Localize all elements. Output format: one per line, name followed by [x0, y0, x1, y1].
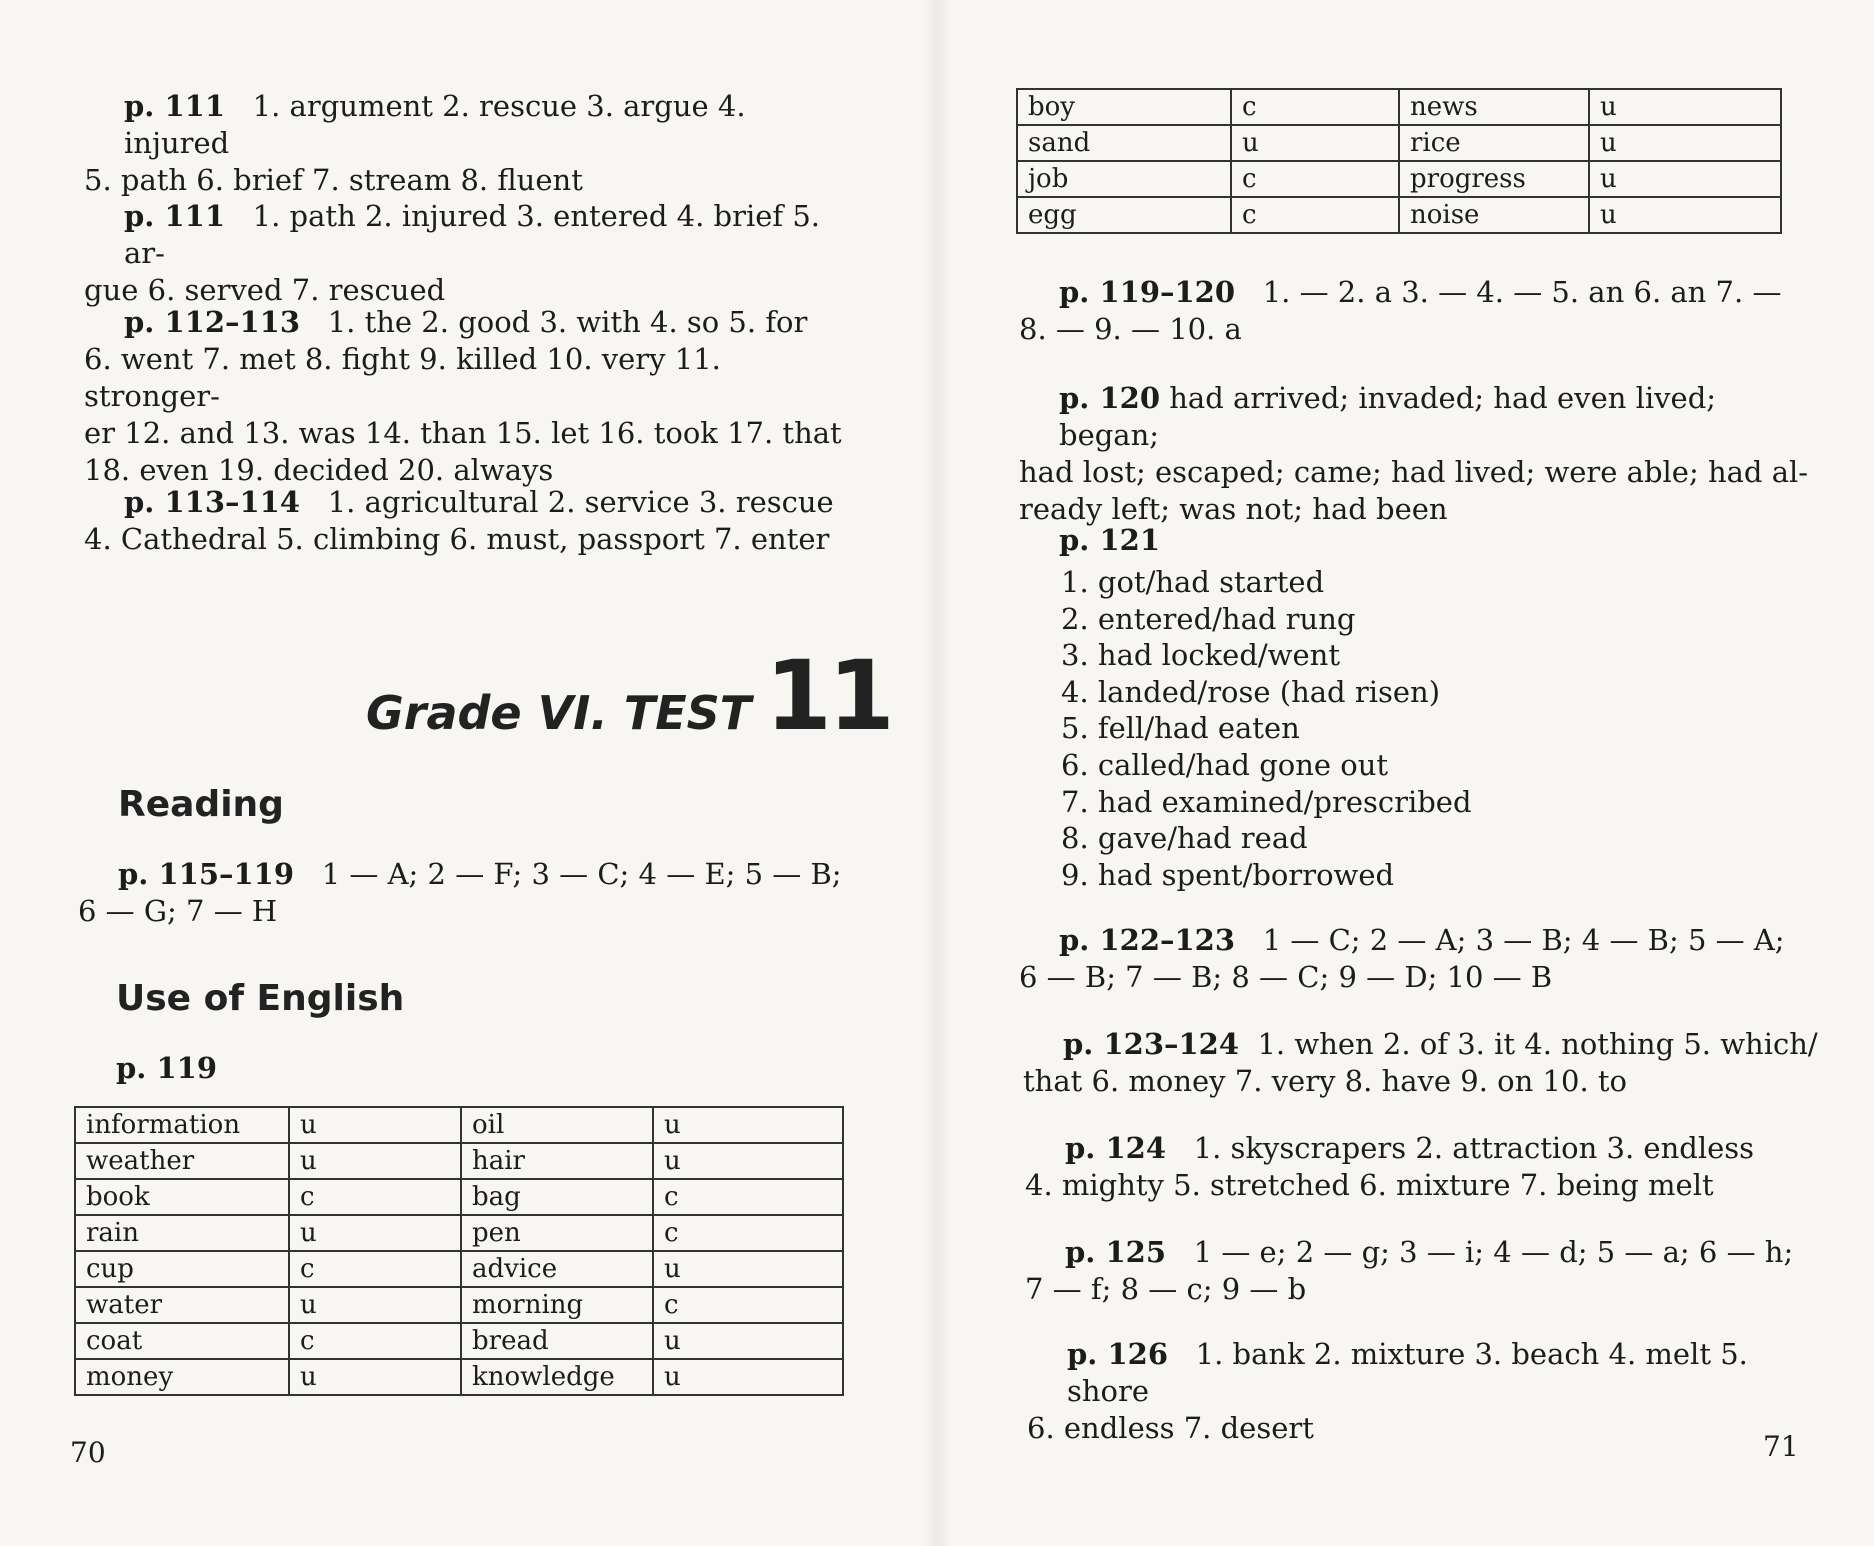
- page-number: 71: [1763, 1430, 1799, 1463]
- table-cell: progress: [1399, 161, 1589, 197]
- page-ref: p. 124: [1065, 1131, 1167, 1165]
- answer-block-p119: [1019, 274, 1819, 348]
- table-row: [1017, 125, 1781, 161]
- table-cell: c: [653, 1179, 843, 1215]
- page-ref: p. 125: [1065, 1235, 1167, 1269]
- page-ref: p. 120: [1059, 381, 1161, 415]
- page-ref: p. 126: [1067, 1337, 1169, 1371]
- list-item: 8. gave/had read: [1061, 821, 1308, 856]
- answer-line: 1 — e; 2 — g; 3 — i; 4 — d; 5 — a; 6 — h;: [1193, 1235, 1794, 1269]
- test-title-word: Grade VI. TEST: [366, 686, 752, 740]
- list-item: 5. fell/had eaten: [1061, 711, 1300, 746]
- list-item: 9. had spent/borrowed: [1061, 857, 1395, 892]
- answer-line: 1 — C; 2 — A; 3 — B; 4 — B; 5 — A;: [1262, 923, 1785, 957]
- countable-table-right: [1016, 88, 1782, 234]
- table-cell: news: [1399, 89, 1589, 125]
- table-cell: u: [289, 1107, 461, 1143]
- page-ref: p. 111: [124, 89, 226, 123]
- page-ref: p. 111: [124, 199, 226, 233]
- table-cell: advice: [461, 1251, 653, 1287]
- answer-block-p112: [84, 304, 854, 489]
- table-cell: u: [289, 1359, 461, 1395]
- table-cell: u: [653, 1359, 843, 1395]
- answer-block-p113: [84, 484, 854, 558]
- table-ref: [116, 1050, 217, 1087]
- answer-line: had arrived; invaded; had even lived; began;: [1059, 381, 1717, 452]
- page-ref: p. 113–114: [124, 485, 301, 519]
- answer-line: 8. — 9. — 10. a: [1019, 312, 1242, 346]
- table-cell: c: [1231, 197, 1399, 233]
- table-cell: book: [75, 1179, 289, 1215]
- table-row: [75, 1215, 843, 1251]
- answer-line: 6. went 7. met 8. fight 9. killed 10. very 11. stronger-: [84, 342, 721, 413]
- table-row: [75, 1251, 843, 1287]
- reading-heading: Reading: [118, 784, 284, 825]
- table-cell: sand: [1017, 125, 1231, 161]
- table-cell: weather: [75, 1143, 289, 1179]
- table-cell: u: [1589, 197, 1781, 233]
- page-ref: p. 122–123: [1059, 923, 1236, 957]
- table-cell: u: [653, 1107, 843, 1143]
- list-item: 1. got/had started: [1061, 565, 1325, 599]
- answer-line: 1. the 2. good 3. with 4. so 5. for: [327, 305, 808, 339]
- answer-block-p111a: [84, 88, 854, 199]
- table-cell: rain: [75, 1215, 289, 1251]
- table-cell: u: [1231, 125, 1399, 161]
- page-ref: p. 112–113: [124, 305, 301, 339]
- table-cell: pen: [461, 1215, 653, 1251]
- table-cell: c: [653, 1287, 843, 1323]
- table-cell: morning: [461, 1287, 653, 1323]
- page-number: 70: [70, 1436, 106, 1469]
- list-item: 3. had locked/went: [1061, 638, 1340, 673]
- table-row: [1017, 161, 1781, 197]
- table-cell: noise: [1399, 197, 1589, 233]
- answer-line: ready left; was not; had been: [1019, 492, 1448, 526]
- table-cell: hair: [461, 1143, 653, 1179]
- table-cell: c: [289, 1251, 461, 1287]
- table-cell: c: [289, 1323, 461, 1359]
- table-row: [1017, 197, 1781, 233]
- answer-block-p122: [1019, 922, 1819, 996]
- table-cell: bag: [461, 1179, 653, 1215]
- answer-line: 7 — f; 8 — c; 9 — b: [1025, 1272, 1307, 1306]
- test-title: [366, 640, 891, 752]
- table-cell: c: [1231, 161, 1399, 197]
- answer-line: 1. path 2. injured 3. entered 4. brief 5. ar-: [124, 199, 820, 270]
- answer-line: 1. agricultural 2. service 3. rescue: [327, 485, 834, 519]
- table-cell: u: [1589, 125, 1781, 161]
- table-cell: bread: [461, 1323, 653, 1359]
- table-cell: knowledge: [461, 1359, 653, 1395]
- answer-block-p126: [1027, 1336, 1827, 1447]
- table-cell: water: [75, 1287, 289, 1323]
- answer-block-p123: [1023, 1026, 1823, 1100]
- table-cell: u: [1589, 89, 1781, 125]
- table-row: [75, 1143, 843, 1179]
- table-cell: c: [289, 1179, 461, 1215]
- table-row: [1017, 89, 1781, 125]
- table-cell: egg: [1017, 197, 1231, 233]
- page-ref: p. 119: [116, 1051, 218, 1085]
- answer-line: gue 6. served 7. rescued: [84, 273, 446, 307]
- table-row: [75, 1179, 843, 1215]
- answer-line: er 12. and 13. was 14. than 15. let 16. took 17. that: [84, 416, 842, 450]
- table-cell: boy: [1017, 89, 1231, 125]
- answer-line: that 6. money 7. very 8. have 9. on 10. to: [1023, 1064, 1627, 1098]
- answer-line: 1. — 2. a 3. — 4. — 5. an 6. an 7. —: [1262, 275, 1782, 309]
- answer-block-p125: [1025, 1234, 1825, 1308]
- p121-answer-list: [1061, 564, 1472, 893]
- answer-line: 1. argument 2. rescue 3. argue 4. injured: [124, 89, 746, 160]
- answer-block-p111b: [84, 198, 854, 309]
- answer-line: 4. mighty 5. stretched 6. mixture 7. being melt: [1025, 1168, 1714, 1202]
- page-ref: p. 123–124: [1063, 1027, 1240, 1061]
- answer-line: 1 — A; 2 — F; 3 — C; 4 — E; 5 — B;: [321, 857, 842, 891]
- page-ref: p. 121: [1059, 523, 1161, 557]
- answer-line: had lost; escaped; came; had lived; were able; had al-: [1019, 455, 1809, 489]
- list-item: 7. had examined/prescribed: [1061, 784, 1472, 819]
- use-of-english-heading: Use of English: [116, 978, 405, 1019]
- list-item: 4. landed/rose (had risen): [1061, 674, 1441, 709]
- answer-line: 6 — B; 7 — B; 8 — C; 9 — D; 10 — B: [1019, 960, 1553, 994]
- table-cell: c: [1231, 89, 1399, 125]
- page-ref: p. 115–119: [118, 857, 295, 891]
- answer-block-p120: [1019, 380, 1819, 528]
- right-page: [937, 0, 1874, 1546]
- table-cell: u: [653, 1251, 843, 1287]
- reading-answers: [78, 856, 858, 930]
- table-row: [75, 1287, 843, 1323]
- answer-line: 1. bank 2. mixture 3. beach 4. melt 5. shore: [1067, 1337, 1748, 1408]
- answer-block-p124: [1025, 1130, 1825, 1204]
- answer-line: 6 — G; 7 — H: [78, 894, 278, 928]
- answer-line: 18. even 19. decided 20. always: [84, 453, 554, 487]
- table-row: [75, 1359, 843, 1395]
- answer-line: 4. Cathedral 5. climbing 6. must, passport 7. enter: [84, 522, 830, 556]
- table-cell: c: [653, 1215, 843, 1251]
- table-cell: money: [75, 1359, 289, 1395]
- table-row: [75, 1107, 843, 1143]
- table-cell: u: [289, 1287, 461, 1323]
- answer-line: 5. path 6. brief 7. stream 8. fluent: [84, 163, 583, 197]
- table-cell: u: [653, 1143, 843, 1179]
- table-cell: information: [75, 1107, 289, 1143]
- table-cell: u: [289, 1143, 461, 1179]
- table-cell: cup: [75, 1251, 289, 1287]
- table-cell: oil: [461, 1107, 653, 1143]
- table-cell: u: [289, 1215, 461, 1251]
- answer-line: 6. endless 7. desert: [1027, 1411, 1314, 1445]
- answer-block-p121-ref: [1059, 522, 1160, 559]
- table-cell: rice: [1399, 125, 1589, 161]
- table-cell: job: [1017, 161, 1231, 197]
- page-ref: p. 119–120: [1059, 275, 1236, 309]
- test-number: 11: [765, 640, 891, 752]
- answer-line: 1. skyscrapers 2. attraction 3. endless: [1193, 1131, 1755, 1165]
- table-cell: coat: [75, 1323, 289, 1359]
- countable-table-left: [74, 1106, 844, 1396]
- answer-line: 1. when 2. of 3. it 4. nothing 5. which/: [1257, 1027, 1818, 1061]
- table-row: [75, 1323, 843, 1359]
- table-cell: u: [1589, 161, 1781, 197]
- list-item: 2. entered/had rung: [1061, 601, 1356, 636]
- table-cell: u: [653, 1323, 843, 1359]
- list-item: 6. called/had gone out: [1061, 747, 1389, 782]
